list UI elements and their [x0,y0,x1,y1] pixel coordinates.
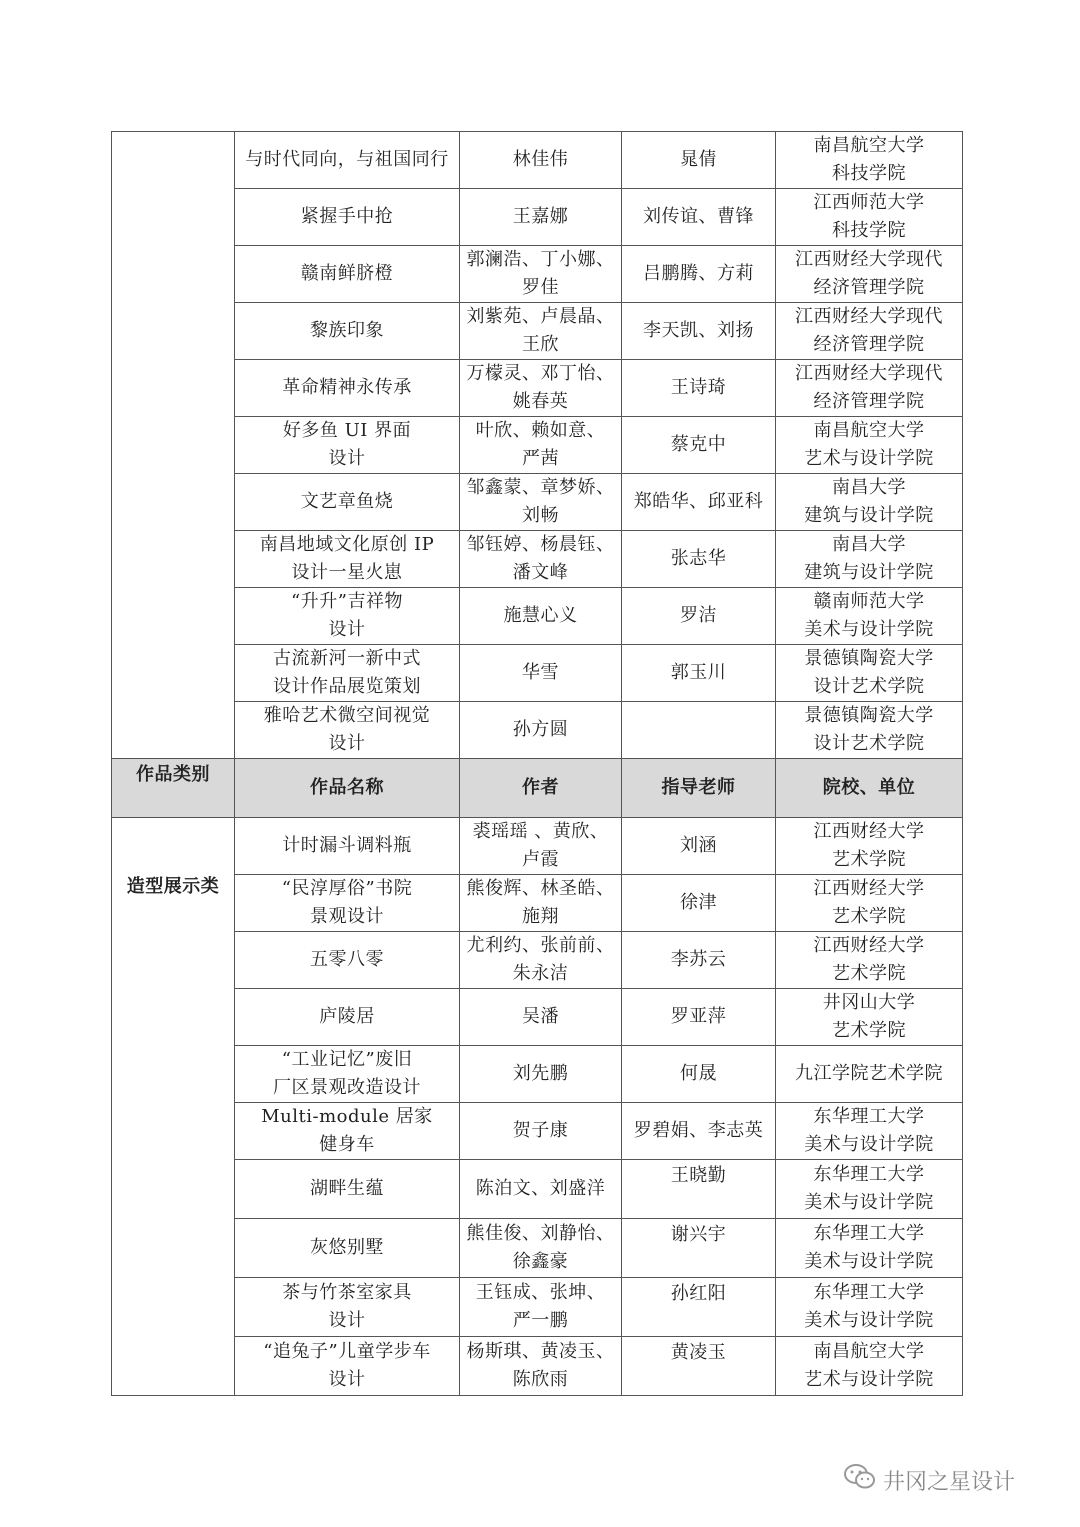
header-school: 院校、单位 [776,759,963,818]
advisor-cell: 王晓勤 [622,1160,776,1219]
advisor-cell: 谢兴宇 [622,1219,776,1278]
table-row [112,989,963,1046]
table-row [112,1160,963,1219]
title-cell: “民淳厚俗”书院 景观设计 [235,875,460,932]
watermark-text: 井冈之星设计 [883,1469,1016,1495]
table-row [112,1337,963,1396]
header-advisor: 指导老师 [622,759,776,818]
author-cell: 杨斯琪、黄凌玉、 陈欣雨 [460,1337,622,1396]
table-row [112,875,963,932]
table-row [112,417,963,474]
advisor-cell: 李天凯、刘扬 [622,303,776,360]
title-cell: 黎族印象 [235,303,460,360]
advisor-cell: 晁倩 [622,132,776,189]
author-cell: 邹钰婷、杨晨钰、 潘文峰 [460,531,622,588]
author-cell: 刘紫苑、卢晨晶、 王欣 [460,303,622,360]
school-cell: 景德镇陶瓷大学 设计艺术学院 [776,702,963,759]
author-cell: 熊俊辉、林圣皓、 施翔 [460,875,622,932]
author-cell: 熊佳俊、刘静怡、 徐鑫豪 [460,1219,622,1278]
title-cell: 与时代同向，与祖国同行 [235,132,460,189]
title-cell: 革命精神永传承 [235,360,460,417]
table-row [112,132,963,189]
author-cell: 叶欣、赖如意、 严茜 [460,417,622,474]
title-cell: 好多鱼 UI 界面 设计 [235,417,460,474]
table-row [112,189,963,246]
author-cell: 邹鑫蒙、章梦娇、 刘畅 [460,474,622,531]
advisor-cell: 罗碧娟、李志英 [622,1103,776,1160]
school-cell: 南昌航空大学 艺术与设计学院 [776,417,963,474]
advisor-cell: 刘涵 [622,818,776,875]
author-cell: 王嘉娜 [460,189,622,246]
school-cell: 江西财经大学 艺术学院 [776,875,963,932]
advisor-cell: 蔡克中 [622,417,776,474]
school-cell: 东华理工大学 美术与设计学院 [776,1160,963,1219]
advisor-cell: 王诗琦 [622,360,776,417]
school-cell: 江西师范大学 科技学院 [776,189,963,246]
category-cell [112,132,235,759]
title-cell: 五零八零 [235,932,460,989]
advisor-cell: 李苏云 [622,932,776,989]
title-cell: 庐陵居 [235,989,460,1046]
author-cell: 尤利约、张前前、 朱永洁 [460,932,622,989]
school-cell: 赣南师范大学 美术与设计学院 [776,588,963,645]
title-cell: 赣南鲜脐橙 [235,246,460,303]
table-row [112,588,963,645]
author-cell: 贺子康 [460,1103,622,1160]
table-row [112,246,963,303]
author-cell: 林佳伟 [460,132,622,189]
table-row [112,932,963,989]
wechat-icon [843,1463,877,1497]
title-cell: Multi-module 居家 健身车 [235,1103,460,1160]
advisor-cell: 黄凌玉 [622,1337,776,1396]
table-row [112,474,963,531]
school-cell: 九江学院艺术学院 [776,1046,963,1103]
school-cell: 江西财经大学 艺术学院 [776,932,963,989]
school-cell: 江西财经大学现代 经济管理学院 [776,303,963,360]
table-row [112,1103,963,1160]
title-cell: “升升”吉祥物 设计 [235,588,460,645]
title-cell: 古流新河一新中式 设计作品展览策划 [235,645,460,702]
school-cell: 东华理工大学 美术与设计学院 [776,1219,963,1278]
school-cell: 南昌大学 建筑与设计学院 [776,474,963,531]
table-row [112,702,963,759]
author-cell: 王钰成、张坤、 严一鹏 [460,1278,622,1337]
advisor-cell: 罗洁 [622,588,776,645]
advisor-cell: 徐津 [622,875,776,932]
advisor-cell: 孙红阳 [622,1278,776,1337]
table-row [112,1046,963,1103]
advisor-cell: 张志华 [622,531,776,588]
school-cell: 南昌大学 建筑与设计学院 [776,531,963,588]
title-cell: 雅哈艺术微空间视觉 设计 [235,702,460,759]
school-cell: 江西财经大学现代 经济管理学院 [776,246,963,303]
author-cell: 刘先鹏 [460,1046,622,1103]
table-row [112,1278,963,1337]
advisor-cell: 郭玉川 [622,645,776,702]
title-cell: 文艺章鱼烧 [235,474,460,531]
school-cell: 景德镇陶瓷大学 设计艺术学院 [776,645,963,702]
header-title: 作品名称 [235,759,460,818]
school-cell: 江西财经大学 艺术学院 [776,818,963,875]
title-cell: 南昌地域文化原创 IP 设计一星火崽 [235,531,460,588]
author-cell: 吴潘 [460,989,622,1046]
advisor-cell: 郑皓华、邱亚科 [622,474,776,531]
watermark [843,1463,1015,1497]
school-cell: 东华理工大学 美术与设计学院 [776,1278,963,1337]
advisor-cell: 吕鹏腾、方莉 [622,246,776,303]
school-cell: 江西财经大学现代 经济管理学院 [776,360,963,417]
title-cell: “工业记忆”废旧 厂区景观改造设计 [235,1046,460,1103]
school-cell: 南昌航空大学 艺术与设计学院 [776,1337,963,1396]
author-cell: 孙方圆 [460,702,622,759]
school-cell: 井冈山大学 艺术学院 [776,989,963,1046]
author-cell: 万檬灵、邓丁怡、 姚春英 [460,360,622,417]
table-row [112,1219,963,1278]
title-cell: 灰悠别墅 [235,1219,460,1278]
advisor-cell: 何晟 [622,1046,776,1103]
author-cell: 郭澜浩、丁小娜、 罗佳 [460,246,622,303]
header-category: 作品类别 [112,759,235,818]
title-cell: 计时漏斗调料瓶 [235,818,460,875]
title-cell: 湖畔生蕴 [235,1160,460,1219]
advisor-cell: 罗亚萍 [622,989,776,1046]
advisor-cell: 刘传谊、曹锋 [622,189,776,246]
author-cell: 陈泊文、刘盛洋 [460,1160,622,1219]
author-cell: 华雪 [460,645,622,702]
table-row [112,360,963,417]
table-row [112,645,963,702]
advisor-cell [622,702,776,759]
author-cell: 施慧心义 [460,588,622,645]
title-cell: 紧握手中抢 [235,189,460,246]
author-cell: 裘瑶瑶 、黄欣、 卢霞 [460,818,622,875]
table-row [112,531,963,588]
school-cell: 东华理工大学 美术与设计学院 [776,1103,963,1160]
title-cell: “追兔子”儿童学步车 设计 [235,1337,460,1396]
category-cell: 造型展示类 [112,818,235,1396]
header-author: 作者 [460,759,622,818]
table-row [112,303,963,360]
title-cell: 茶与竹茶室家具 设计 [235,1278,460,1337]
awards-table [111,131,963,1396]
table-row [112,818,963,875]
table-header-row [112,759,963,818]
school-cell: 南昌航空大学 科技学院 [776,132,963,189]
